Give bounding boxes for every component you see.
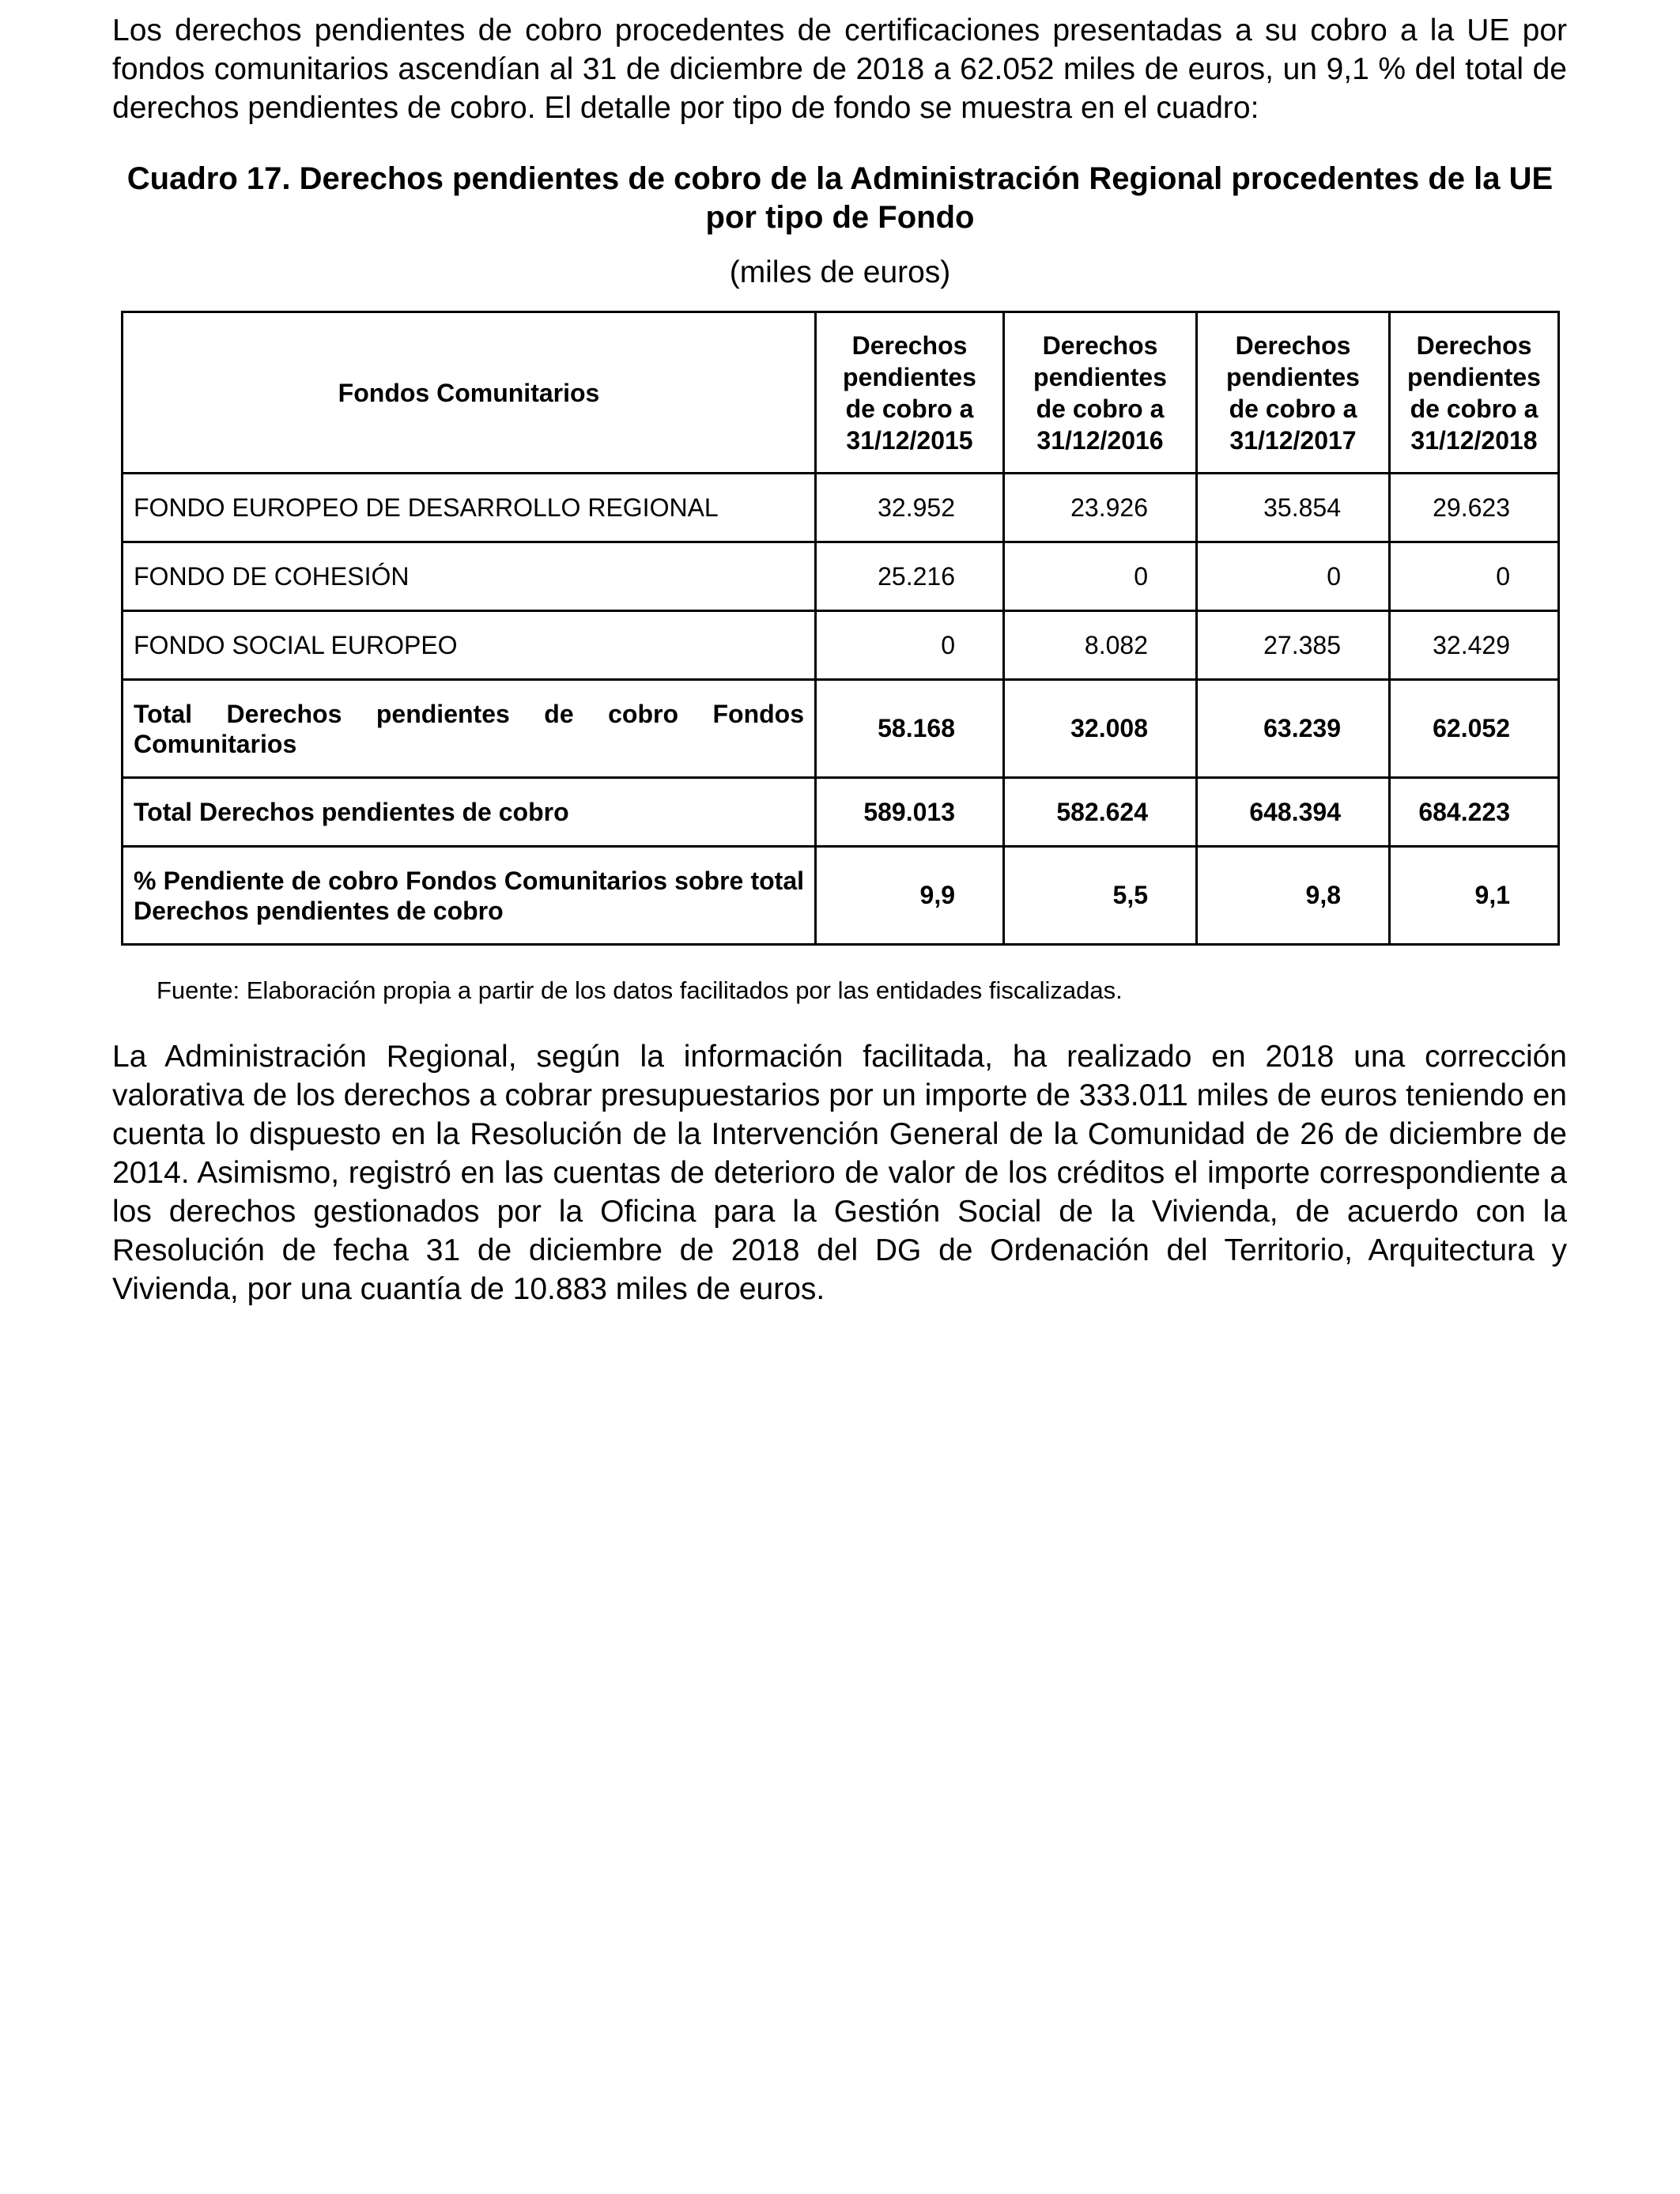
cell-value: 63.239 [1197, 680, 1390, 778]
cell-value: 62.052 [1390, 680, 1559, 778]
cell-value: 8.082 [1004, 611, 1197, 680]
row-label: % Pendiente de cobro Fondos Comunitarios sobre total Derechos pendientes de cobro [123, 847, 816, 945]
header-2015: Derechos pendientes de cobro a 31/12/2015 [816, 312, 1004, 474]
cell-value: 5,5 [1004, 847, 1197, 945]
intro-paragraph: Los derechos pendientes de cobro procedentes de certificaciones presentadas a su cobro a la UE por fondos comunitarios ascendían al 31 de diciembre de 2018 a 62.052 miles de euros, un 9,1 % del total de derechos pendientes de cobro. El detalle por tipo de fondo se muestra en el cuadro: [112, 13, 1567, 125]
cell-value: 27.385 [1197, 611, 1390, 680]
closing-paragraph: La Administración Regional, según la información facilitada, ha realizado en 2018 una corrección valorativa de los derechos a cobrar presupuestarios por un importe de 333.011 miles de euros teniendo en cuenta lo dispuesto en la Resolución de la Intervención General de la Comunidad de 26 de diciembre de 2014. Asimismo, registró en las cuentas de deterioro de valor de los créditos el importe correspondiente a los derechos gestionados por la Oficina para la Gestión Social de la Vivienda, de acuerdo con la Resolución de fecha 31 de diciembre de 2018 del DG de Ordenación del Territorio, Arquitectura y Vivienda, por una cuantía de 10.883 miles de euros. [112, 1040, 1567, 1306]
row-label: Total Derechos pendientes de cobro Fondos Comunitarios [123, 680, 816, 778]
header-2017: Derechos pendientes de cobro a 31/12/2017 [1197, 312, 1390, 474]
header-2018: Derechos pendientes de cobro a 31/12/2018 [1390, 312, 1559, 474]
cell-value: 32.952 [816, 474, 1004, 542]
cell-value: 32.429 [1390, 611, 1559, 680]
cell-value: 0 [1004, 542, 1197, 611]
row-label: Total Derechos pendientes de cobro [123, 778, 816, 847]
table-row [123, 474, 1559, 542]
table-row [123, 542, 1559, 611]
row-label: FONDO SOCIAL EUROPEO [123, 611, 816, 680]
cell-value: 9,1 [1390, 847, 1559, 945]
table-header-row [123, 312, 1559, 474]
funds-table [121, 311, 1560, 946]
cell-value: 648.394 [1197, 778, 1390, 847]
table-units: (miles de euros) [729, 255, 951, 289]
cell-value: 0 [1197, 542, 1390, 611]
table-row [123, 611, 1559, 680]
cell-value: 0 [816, 611, 1004, 680]
cell-value: 0 [1390, 542, 1559, 611]
cell-value: 29.623 [1390, 474, 1559, 542]
cell-value: 9,9 [816, 847, 1004, 945]
header-fondos: Fondos Comunitarios [123, 312, 816, 474]
row-label: FONDO EUROPEO DE DESARROLLO REGIONAL [123, 474, 816, 542]
row-label: FONDO DE COHESIÓN [123, 542, 816, 611]
table-row-percentage [123, 847, 1559, 945]
table-row-total-fondos [123, 680, 1559, 778]
cell-value: 582.624 [1004, 778, 1197, 847]
cell-value: 9,8 [1197, 847, 1390, 945]
header-2016: Derechos pendientes de cobro a 31/12/2016 [1004, 312, 1197, 474]
cell-value: 32.008 [1004, 680, 1197, 778]
cell-value: 23.926 [1004, 474, 1197, 542]
cell-value: 684.223 [1390, 778, 1559, 847]
cell-value: 35.854 [1197, 474, 1390, 542]
cell-value: 25.216 [816, 542, 1004, 611]
cell-value: 589.013 [816, 778, 1004, 847]
table-source: Fuente: Elaboración propia a partir de los datos facilitados por las entidades fiscalizadas. [157, 976, 1123, 1004]
table-caption: Cuadro 17. Derechos pendientes de cobro de la Administración Regional procedentes de la UE por tipo de Fondo [126, 161, 1554, 235]
table-row-total [123, 778, 1559, 847]
cell-value: 58.168 [816, 680, 1004, 778]
